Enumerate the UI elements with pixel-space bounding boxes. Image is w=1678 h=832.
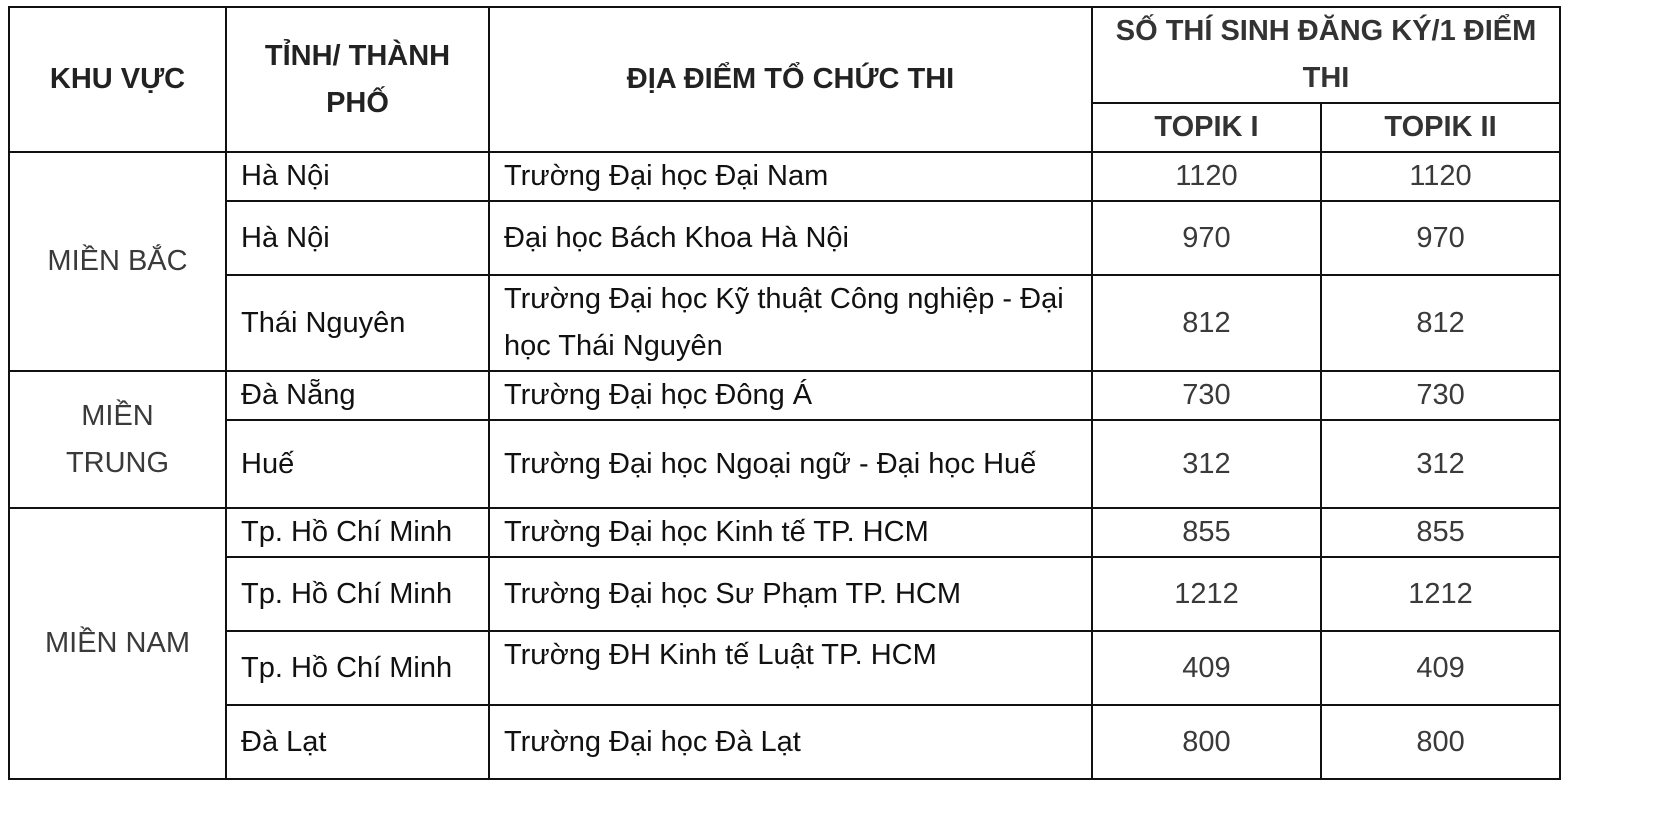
topik1-count-cell: 409: [1092, 631, 1321, 705]
venue-cell: Đại học Bách Khoa Hà Nội: [489, 201, 1092, 275]
topik2-count-cell: 409: [1321, 631, 1560, 705]
topik1-count-cell: 855: [1092, 508, 1321, 557]
province-cell: Tp. Hồ Chí Minh: [226, 557, 489, 631]
header-row-top: [9, 7, 1560, 103]
header-province: TỈNH/ THÀNH PHỐ: [226, 7, 489, 152]
venue-cell: Trường Đại học Kỹ thuật Công nghiệp - Đại học Thái Nguyên: [489, 275, 1092, 371]
topik2-count-cell: 312: [1321, 420, 1560, 508]
table-row: [9, 152, 1560, 201]
topik2-count-cell: 855: [1321, 508, 1560, 557]
header-topik1: TOPIK I: [1092, 103, 1321, 152]
province-cell: Hà Nội: [226, 152, 489, 201]
exam-venue-table: [8, 6, 1561, 780]
province-cell: Tp. Hồ Chí Minh: [226, 508, 489, 557]
region-cell-north: MIỀN BẮC: [9, 152, 226, 371]
topik2-count-cell: 970: [1321, 201, 1560, 275]
topik2-count-cell: 812: [1321, 275, 1560, 371]
table-row: [9, 371, 1560, 420]
venue-cell: Trường Đại học Kinh tế TP. HCM: [489, 508, 1092, 557]
header-venue: ĐỊA ĐIỂM TỔ CHỨC THI: [489, 7, 1092, 152]
table-row: [9, 508, 1560, 557]
province-cell: Đà Lạt: [226, 705, 489, 779]
topik1-count-cell: 730: [1092, 371, 1321, 420]
table-row: [9, 420, 1560, 508]
header-count-group: SỐ THÍ SINH ĐĂNG KÝ/1 ĐIỂM THI: [1092, 7, 1560, 103]
province-cell: Huế: [226, 420, 489, 508]
venue-cell: Trường Đại học Đông Á: [489, 371, 1092, 420]
topik1-count-cell: 800: [1092, 705, 1321, 779]
province-cell: Hà Nội: [226, 201, 489, 275]
table-row: [9, 705, 1560, 779]
venue-cell: Trường Đại học Sư Phạm TP. HCM: [489, 557, 1092, 631]
province-cell: Đà Nẵng: [226, 371, 489, 420]
topik2-count-cell: 800: [1321, 705, 1560, 779]
table-row: [9, 201, 1560, 275]
topik1-count-cell: 812: [1092, 275, 1321, 371]
venue-cell: Trường ĐH Kinh tế Luật TP. HCM: [489, 631, 1092, 705]
topik1-count-cell: 1120: [1092, 152, 1321, 201]
venue-cell: Trường Đại học Ngoại ngữ - Đại học Huế: [489, 420, 1092, 508]
exam-venue-table-container: [8, 6, 1561, 780]
topik2-count-cell: 1212: [1321, 557, 1560, 631]
region-cell-central: MIỀN TRUNG: [9, 371, 226, 508]
province-cell: Thái Nguyên: [226, 275, 489, 371]
topik2-count-cell: 1120: [1321, 152, 1560, 201]
province-cell: Tp. Hồ Chí Minh: [226, 631, 489, 705]
topik1-count-cell: 312: [1092, 420, 1321, 508]
topik1-count-cell: 1212: [1092, 557, 1321, 631]
topik2-count-cell: 730: [1321, 371, 1560, 420]
venue-cell: Trường Đại học Đà Lạt: [489, 705, 1092, 779]
region-cell-south: MIỀN NAM: [9, 508, 226, 779]
header-region: KHU VỰC: [9, 7, 226, 152]
table-row: [9, 275, 1560, 371]
topik1-count-cell: 970: [1092, 201, 1321, 275]
venue-cell: Trường Đại học Đại Nam: [489, 152, 1092, 201]
table-row: [9, 631, 1560, 705]
header-topik2: TOPIK II: [1321, 103, 1560, 152]
table-row: [9, 557, 1560, 631]
